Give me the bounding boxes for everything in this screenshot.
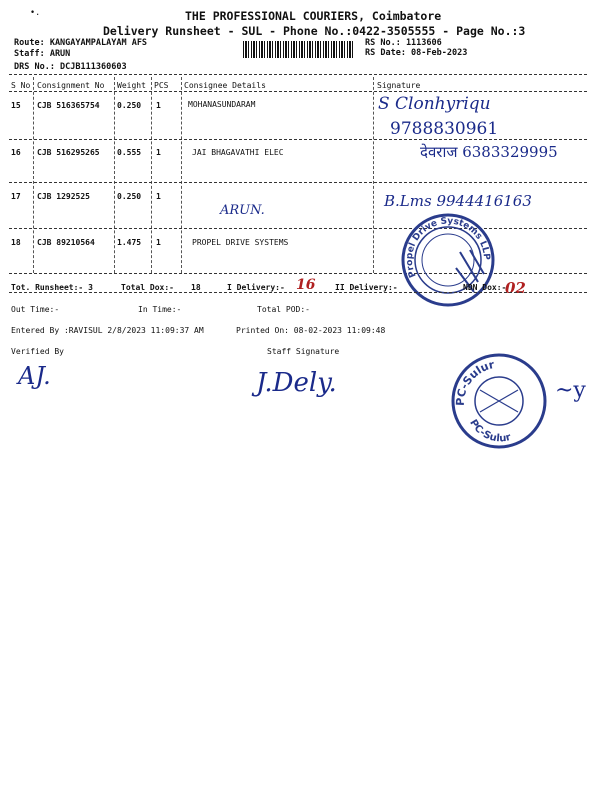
column-header-consignee: Consignee Details xyxy=(184,81,266,90)
document-subtitle: Delivery Runsheet - SUL - Phone No.:0422-3505555 - Page No.:3 xyxy=(103,24,526,38)
printed-on: Printed On: 08-02-2023 11:09:48 xyxy=(236,326,386,335)
ii-delivery-label: II Delivery:- xyxy=(335,283,398,292)
totals-rule xyxy=(9,292,587,293)
column-separator xyxy=(373,77,374,273)
column-header-consignment: Consignment No xyxy=(37,81,105,90)
entered-by: Entered By :RAVISUL 2/8/2023 11:09:37 AM xyxy=(11,326,204,335)
row15-phone: 9788830961 xyxy=(390,119,499,139)
row-pcs: 1 xyxy=(156,148,161,157)
verified-initials: AJ. xyxy=(18,362,51,390)
corner-mark: •. xyxy=(30,8,41,18)
row-sno: 16 xyxy=(11,148,21,157)
pc-sulur-stamp xyxy=(450,352,548,450)
column-separator xyxy=(181,77,182,273)
total-pod-label: Total POD:- xyxy=(257,305,310,314)
route-label: Route: KANGAYAMPALAYAM AFS xyxy=(14,38,148,48)
row-sno: 17 xyxy=(11,192,21,201)
row15-signature: S Clonhyriqu xyxy=(378,94,491,114)
drs-number: DRS No.: DCJB111360603 xyxy=(14,62,127,72)
row-rule xyxy=(9,139,587,140)
pc-stamp-top-text: PC-Sulur xyxy=(453,358,496,407)
column-separator xyxy=(151,77,152,273)
row-consignee: PROPEL DRIVE SYSTEMS xyxy=(192,238,289,247)
row-weight: 0.250 xyxy=(117,101,142,110)
row-weight: 1.475 xyxy=(117,238,142,247)
in-time-label: In Time:- xyxy=(138,305,182,314)
row-sno: 18 xyxy=(11,238,21,247)
row-rule xyxy=(9,228,587,229)
row-consignee: JAI BHAGAVATHI ELEC xyxy=(192,148,284,157)
row-consignment: CJB 1292525 xyxy=(37,192,90,201)
row-sno: 15 xyxy=(11,101,21,110)
row-weight: 0.250 xyxy=(117,192,142,201)
total-runsheet: Tot. Runsheet:- 3 xyxy=(11,283,93,292)
row-pcs: 1 xyxy=(156,192,161,201)
column-header-sno: S No xyxy=(11,81,31,90)
staff-signature-label: Staff Signature xyxy=(267,347,340,356)
row-consignment: CJB 516365754 xyxy=(37,101,100,110)
total-dox-value: 18 xyxy=(191,283,201,292)
rs-date: RS Date: 08-Feb-2023 xyxy=(365,48,468,58)
ndn-dox-label: NDN Dox:- xyxy=(463,283,507,292)
row-pcs: 1 xyxy=(156,238,161,247)
verified-by-label: Verified By xyxy=(11,347,64,356)
document-title: THE PROFESSIONAL COURIERS, Coimbatore xyxy=(185,9,442,23)
staff-signature: J.Dely. xyxy=(256,368,337,398)
pc-stamp-bottom-text: PC-Sulur xyxy=(467,417,513,445)
header-rule-bottom xyxy=(9,91,587,92)
rs-number: RS No.: 1113606 xyxy=(365,38,442,48)
barcode xyxy=(243,41,355,58)
out-time-label: Out Time:- xyxy=(11,305,60,314)
delivery-mark: 16 xyxy=(296,277,316,293)
i-delivery-label: I Delivery:- xyxy=(227,283,285,292)
row17-name: ARUN. xyxy=(220,203,265,218)
dox-mark: 02 xyxy=(505,279,526,297)
column-header-weight: Weight xyxy=(117,81,146,90)
column-separator xyxy=(33,77,34,273)
staff-label: Staff: ARUN xyxy=(14,49,71,59)
header-rule-top xyxy=(9,74,587,75)
row-consignee: MOHANASUNDARAM xyxy=(188,100,256,109)
propel-stamp xyxy=(400,212,496,308)
column-header-pcs: PCS xyxy=(154,81,169,90)
column-separator xyxy=(114,77,115,273)
row-pcs: 1 xyxy=(156,101,161,110)
row-rule xyxy=(9,182,587,183)
trailing-signature: ~y xyxy=(555,378,586,403)
row-rule xyxy=(9,273,587,274)
row-consignment: CJB 516295265 xyxy=(37,148,100,157)
row17-signature: B.Lms 9944416163 xyxy=(384,192,532,210)
row-weight: 0.555 xyxy=(117,148,142,157)
column-header-signature: Signature xyxy=(377,81,421,90)
propel-stamp-text: Propel Drive Systems LLP xyxy=(404,216,492,279)
row16-signature: देवराज 6383329995 xyxy=(420,143,558,161)
total-dox-label: Total Dox:- xyxy=(121,283,174,292)
row-consignment: CJB 89210564 xyxy=(37,238,95,247)
